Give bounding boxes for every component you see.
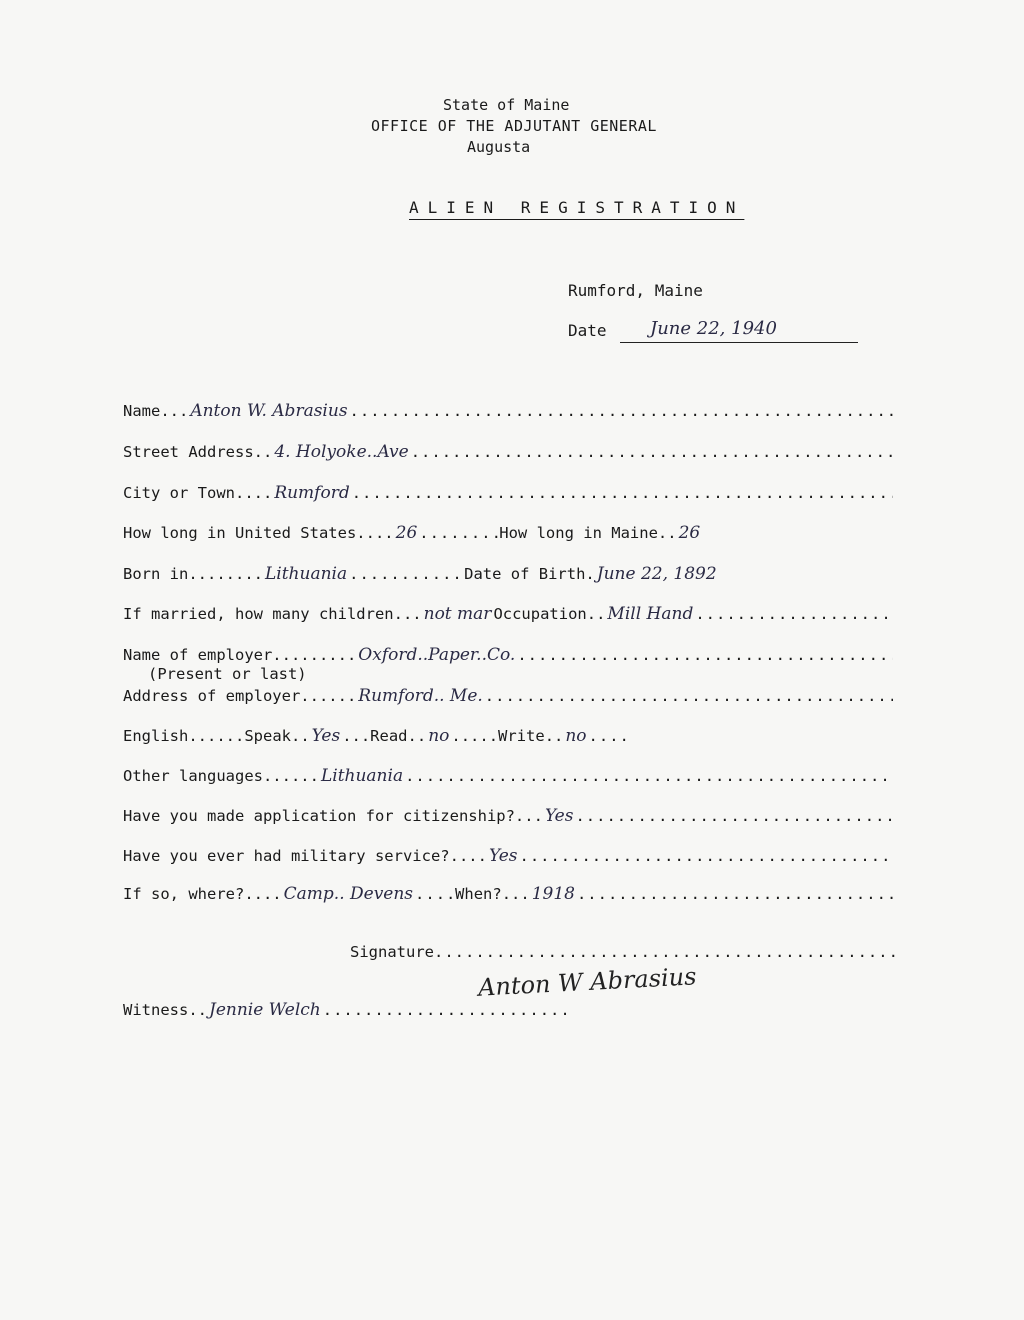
speak-value: Yes <box>311 726 341 746</box>
write-label: .....Write.. <box>451 727 564 745</box>
leader-dots <box>415 885 455 903</box>
row-married <box>123 604 893 626</box>
military-label: Have you ever had military service?.... <box>123 847 487 865</box>
employer-label: Name of employer......... <box>123 646 357 664</box>
write-value: no <box>565 726 587 746</box>
row-employer-address <box>123 686 893 708</box>
when-value: 1918 <box>531 884 575 904</box>
dob-value: June 22, 1892 <box>596 564 717 584</box>
read-label: ...Read.. <box>342 727 427 745</box>
date-value: June 22, 1940 <box>650 318 777 339</box>
english-label: English...... <box>123 727 245 745</box>
witness-value: Jennie Welch <box>209 1000 321 1020</box>
other-languages-label: Other languages...... <box>123 767 319 785</box>
row-city <box>123 483 893 505</box>
employer-address-value: Rumford.. Me. <box>358 686 483 706</box>
how-long-us-value: 26 <box>395 523 418 543</box>
leader-dots <box>589 727 629 745</box>
leader-dots <box>434 943 895 961</box>
citizenship-value: Yes <box>544 806 574 826</box>
other-languages-value: Lithuania <box>320 766 404 786</box>
date-label: Date <box>568 321 607 340</box>
born-in-label: Born in........ <box>123 565 263 583</box>
signature-value: Anton W Abrasius <box>477 962 698 1002</box>
row-other-languages <box>123 766 893 788</box>
leader-dots <box>575 807 893 825</box>
header-city: Augusta <box>467 138 531 156</box>
employer-value: Oxford..Paper..Co. <box>358 645 516 665</box>
row-citizenship <box>123 806 893 828</box>
date-underline <box>620 342 858 343</box>
row-street <box>123 442 893 464</box>
city-value: Rumford <box>274 483 350 503</box>
leader-dots <box>350 402 893 420</box>
row-born <box>123 564 893 586</box>
row-english <box>123 726 773 748</box>
leader-dots <box>323 1001 568 1019</box>
citizenship-label: Have you made application for citizenship?... <box>123 807 543 825</box>
form-title: ALIEN REGISTRATION <box>409 198 745 217</box>
how-long-maine-value: 26 <box>678 523 701 543</box>
dob-label: Date of Birth. <box>464 565 595 583</box>
military-value: Yes <box>488 846 518 866</box>
street-value: 4. Holyoke..Ave <box>274 442 409 462</box>
children-label: If married, how many children... <box>123 605 422 623</box>
row-employer <box>123 645 893 667</box>
city-label: City or Town.... <box>123 484 273 502</box>
header-office: OFFICE OF THE ADJUTANT GENERAL <box>371 117 657 135</box>
employer-address-label: Address of employer...... <box>123 687 357 705</box>
name-label: Name... <box>123 402 189 420</box>
speak-label: Speak.. <box>244 727 310 745</box>
when-label: When?... <box>455 885 530 903</box>
occupation-label: Occupation.. <box>493 605 606 623</box>
born-in-value: Lithuania <box>264 564 348 584</box>
occupation-value: Mill Hand <box>607 604 694 624</box>
leader-dots <box>349 565 464 583</box>
read-value: no <box>428 726 450 746</box>
how-long-us-label: How long in United States.... <box>123 524 394 542</box>
leader-dots <box>695 605 893 623</box>
signature-label: Signature <box>350 943 434 961</box>
place: Rumford, Maine <box>568 281 703 300</box>
row-where-when <box>123 884 893 906</box>
street-label: Street Address.. <box>123 443 273 461</box>
witness-label: Witness.. <box>123 1001 207 1019</box>
row-military <box>123 846 893 868</box>
present-or-last-note: (Present or last) <box>148 665 307 683</box>
leader-dots <box>517 646 893 664</box>
leader-dots <box>405 767 893 785</box>
leader-dots <box>485 687 893 705</box>
signature-row <box>350 943 895 965</box>
leader-dots <box>419 524 499 542</box>
leader-dots <box>352 484 893 502</box>
leader-dots <box>577 885 893 903</box>
leader-dots <box>519 847 893 865</box>
children-value: not mar <box>423 604 492 624</box>
header-state: State of Maine <box>443 96 570 114</box>
witness-row <box>123 1000 568 1024</box>
where-label: If so, where?.... <box>123 885 282 903</box>
how-long-maine-label: How long in Maine.. <box>499 524 677 542</box>
where-value: Camp.. Devens <box>283 884 414 904</box>
leader-dots <box>411 443 893 461</box>
row-name <box>123 401 893 423</box>
row-how-long <box>123 523 893 545</box>
name-value: Anton W. Abrasius <box>190 401 348 421</box>
